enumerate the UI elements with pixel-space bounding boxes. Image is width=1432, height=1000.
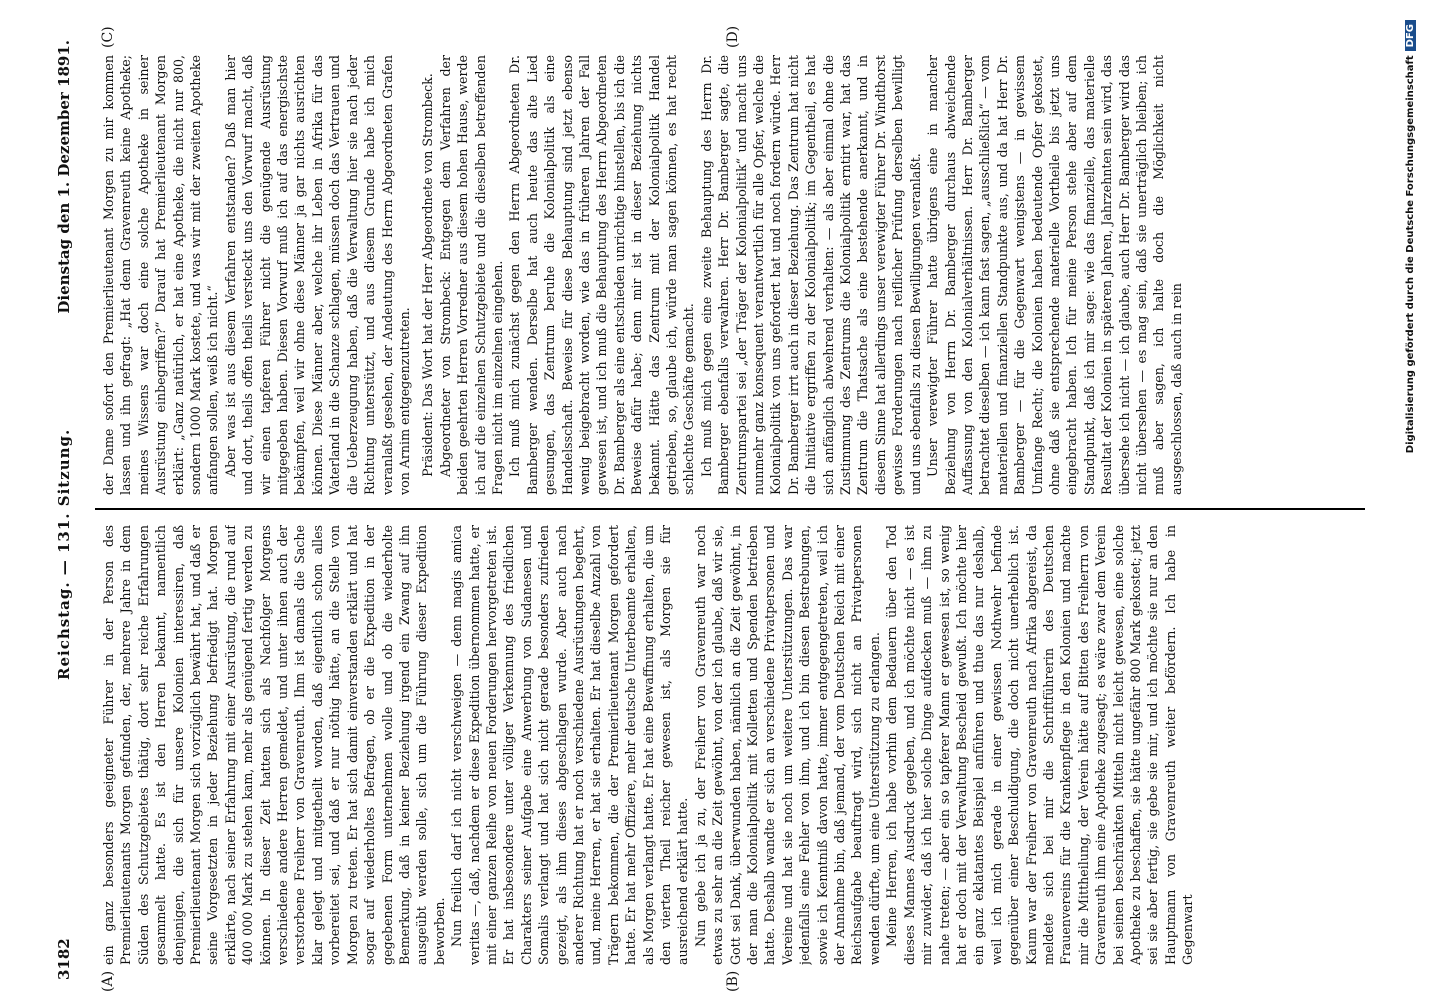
paragraph: Ich muß mich gegen eine zweite Behauptung des Herrn Dr. Bamberger ebenfalls verwahren. Herr Dr. Bamberger sagte, die Zentrumspartei sei „der Träger der Kolonialpolitik“ und macht uns nunmehr ganz konsequent verantwortlich für alle Opfer, welche die Kolonialpolitik von uns gefordert hat und noch fordern würde. Herr Dr. Bamberger irrt auch in dieser Beziehung. Das Zentrum hat nicht die Initiative ergriffen zu der Kolonialpolitik; im Gegentheil, es hat sich anfänglich abwehrend verhalten: — als aber einmal ohne die Zustimmung des Zentrums die Kolonialpolitik erntirt war, hat das Zentrum die Thatsache als eine bestehende anerkannt, und in diesem Sinne hat allerdings unser verewigter Führer Dr. Windthorst gewisse Forderungen nach reiflicher Prüfung derselben bewilligt und uns ebenfalls zu diesen Bewilligungen veranlaßt.	[698, 55, 923, 495]
session-title: Reichstag. — 131. Sitzung.	[55, 428, 73, 680]
right-column	[100, 55, 1365, 495]
left-column	[100, 525, 1365, 965]
dfg-logo: DFG	[1405, 20, 1416, 51]
paragraph: Nun gebe ich ja zu, der Freiherr von Gravenreuth war noch etwas zu sehr an die Zeit gewöhnt, von der ich glaube, daß wir sie, Gott sei Dank, überwunden haben, nämlich an die Zeit gewöhnt, in der man die Kolonialpolitik mit Kolletten und Spenden betrieben hatte. Deshalb wandte er sich an verschiedene Privatpersonen und Vereine und hat sie noch um weitere Unterstützungen. Das war jedenfalls eine Fehler von ihm, und ich bin diesen Bestrebungen, sowie ich Kenntniß davon hatte, immer entgegengetreten, weil ich der Annahme bin, daß jemand, der vom Deutschen Reich mit einer Reichsaufgabe beauftragt wird, sich nicht an Privatpersonen wenden dürfte, um eine Unterstützung zu erlangen.	[692, 525, 882, 965]
credit-text: Digitalisierung gefördert durch die Deutsche Forschungsgemeinschaft	[1405, 55, 1416, 454]
page-number: 3182	[55, 938, 73, 980]
column-divider	[95, 508, 1365, 510]
paragraph: Abgeordneter von Strombeck: Entgegen dem Verfahren der beiden geehrten Herren Vorredner aus diesem hohen Hause, werde ich auf die einzelnen Schutzgebiete und die dieselben betreffenden Fragen nicht im einzelnen eingehen.	[437, 55, 505, 495]
digitization-credit	[1405, 20, 1416, 960]
paragraph: Ich muß mich zunächst gegen den Herrn Abgeordneten Dr. Bamberger wenden. Derselbe hat auch heute das alte Lied gesungen, das Zentrum beruhe die Kolonialpolitik als eine Handelsschaft. Beweise für diese Behauptung sind jetzt ebenso wenig beigebracht worden, wie das in früheren Jahren der Fall gewesen ist, und ich muß die Behauptung des Herrn Abgeordneten Dr. Bamberger als eine entschieden unrichtige hinstellen, bis ich die Beweise dafür habe; denn mir ist in dieser Beziehung nichts bekannt. Hätte das Zentrum mit der Kolonialpolitik Handel getrieben, so, glaube ich, würde man sagen können, es hat recht schlechte Geschäfte gemacht.	[507, 55, 697, 495]
paragraph-president: Präsident: Das Wort hat der Herr Abgeordnete von Strombeck.	[420, 73, 436, 477]
paragraph: ein ganz besonders geeigneter Führer in der Person des Premierlieutenants Morgen gefunden, der, mehrere Jahre in dem Süden des Schutzgebietes thätig, dort sehr reiche Erfahrungen gesammelt hatte. Es ist den Herren bekannt, namentlich denjenigen, die sich für unsere Kolonien interessiren, daß Premierlieutenant Morgen sich vorzüglich bewährt hat, und daß er seine Vorgesetzten in jeder Beziehung befriedigt hat. Morgen erklärte, nach seiner Erfahrung mit einer Ausrüstung, die rund auf 400 000 Mark zu stehen kam, mehr als genügend fertig werden zu können. In dieser Zeit hatten sich als Nachfolger Morgens verschiedene andere Herren gemeldet, und unter ihnen auch der verstorbene Freiherr von Gravenreuth. Ihm ist damals die Sache klar gelegt und mitgetheilt worden, daß eigentlich schon alles vorbereitet sei, und daß er nur nöthig hätte, an die Stelle von Morgen zu treten. Er hat sich damit einverstanden erklärt und hat sogar auf wiederholtes Befragen, ob er die Expedition in der gegebenen Form unternehmen wolle und ob die wiederholte Bemerkung, daß in keiner Beziehung irgend ein Zwang auf ihn ausgeübt werden solle, sich um die Führung dieser Expedition beworben.	[101, 525, 447, 965]
page-header	[55, 20, 83, 980]
margin-marker-b: (B)	[725, 970, 741, 992]
paragraph: Nun freilich darf ich nicht verschweigen — denn magis amica veritas —, daß, nachdem er diese Expedition übernommen hatte, er mit einer ganzen Reihe von neuen Forderungen hervorgetreten ist. Er hat insbesondere unter völliger Verkennung des friedlichen Charakters seiner Aufgabe eine Anwerbung von Sudanesen und Somalis verlangt und hat sich nicht gerade besonders zufrieden gezeigt, als ihm dieses abgeschlagen wurde. Aber auch nach anderer Richtung hat er noch verschiedene Ausrüstungen begehrt, und, meine Herren, er hat sie erhalten. Er hat dieselbe Anzahl von Trägern bekommen, die der Premierlieutenant Morgen gefordert hatte. Er hat mehr Offiziere, mehr deutsche Unterbeamte erhalten, als Morgen verlangt hatte. Er hat eine Bewaffnung erhalten, die um den vierten Theil reicher gewesen ist, als Morgen sie für ausreichend erklärt hatte.	[449, 525, 691, 965]
session-date: Dienstag den 1. Dezember 1891.	[55, 40, 73, 314]
margin-marker-d: (D)	[725, 25, 741, 48]
margin-marker-c: (C)	[100, 26, 116, 48]
paragraph: der Dame sofort den Premierlieutenant Morgen zu mir kommen lassen und ihn gefragt: „Hat denn Gravenreuth keine Apotheke; meines Wissens war doch eine solche Apotheke in seiner Ausrüstung einbegriffen?“ Darauf hat Premierlieutenant Morgen erklärt: „Ganz natürlich, er hat eine Apotheke, die nicht nur 800, sondern 1000 Mark kostete, und was wir mit der zweiten Apotheke anfangen sollen, weiß ich nicht.“	[101, 55, 221, 495]
paragraph: Unser verewigter Führer hatte übrigens eine in mancher Beziehung von Herrn Dr. Bamberger durchaus abweichende Auffassung von den Kolonialverhältnissen. Herr Dr. Bamberger betrachtet dieselben — ich kann fast sagen, „ausschließlich“ — vom materiellen und finanziellen Standpunkte aus, und da hat Herr Dr. Bamberger — für die Gegenwart wenigstens — in gewissem Umfange Recht; die Kolonien haben bedeutende Opfer gekostet, ohne daß sie entsprechende materielle Vortheile bis jetzt uns eingebracht haben. Ich für meine Person stehe aber auf dem Standpunkt, daß ich mir sage: wie das finanzielle, das materielle Resultat der Kolonien in späteren Jahren, Jahrzehnten sein wird, das übersehe ich nicht — ich glaube, auch Herr Dr. Bamberger wird das nicht übersehen — es mag sein, daß sie unerträglich bleiben; ich muß aber sagen, ich halte doch die Möglichkeit nicht ausgeschlossen, daß auch in rein	[925, 55, 1184, 495]
margin-marker-a: (A)	[100, 970, 116, 992]
paragraph: Aber was ist aus diesem Verfahren entstanden? Daß man hier und dort, theils offen theils versteckt uns den Vorwurf macht, daß wir einen tapferen Führer nicht die genügende Ausrüstung mitgegeben haben. Diesen Vorwurf muß ich auf das energischste bekämpfen, weil wir ohne diese Männer ja gar nichts ausrichten können. Diese Männer aber, welche ihr Leben in Afrika für das Vaterland in die Schanze schlagen, müssen doch das Vertrauen und die Ueberzeugung haben, daß die Verwaltung hier sie nach jeder Richtung unterstützt, und aus diesem Grunde habe ich mich veranlaßt gesehen, der Andeutung des Herrn Abgeordneten Grafen von Arnim entgegenzutreten.	[222, 55, 412, 495]
paragraph: Meine Herren, ich habe vorhin dem Bedauern über den Tod dieses Mannes Ausdruck gegeben, und ich möchte nicht — es ist mir zuwider, daß ich hier solche Dinge aufdecken muß — ihm zu nahe treten; — aber ein so tapferer Mann er gewesen ist, so wenig hat er doch mit der Verwaltung Bescheid gewußt. Ich möchte hier ein ganz eklatantes Beispiel anführen und thue das nur deshalb, weil ich mich gerade in einer gewissen Nothwehr befinde gegenüber einer Beschuldigung, die doch nicht unerheblich ist. Kaum war der Freiherr von Gravenreuth nach Afrika abgereist, da meldete sich bei mir die Schriftführerin des Deutschen Frauenvereins für die Krankenpflege in den Kolonien und machte mir die Mittheilung, der Verein hätte auf Bitten des Freiherrn von Gravenreuth ihm eine Apotheke zugesagt; es wäre zwar dem Verein bei seinen beschränkten Mitteln nicht leicht gewesen, eine solche Apotheke zu beschaffen, sie hätte ungefähr 800 Mark gekostet; jetzt sei sie aber fertig, sie gebe sie mir, und ich möchte sie nur an den Hauptmann von Gravenreuth weiter befördern. Ich habe in Gegenwart	[884, 525, 1196, 965]
